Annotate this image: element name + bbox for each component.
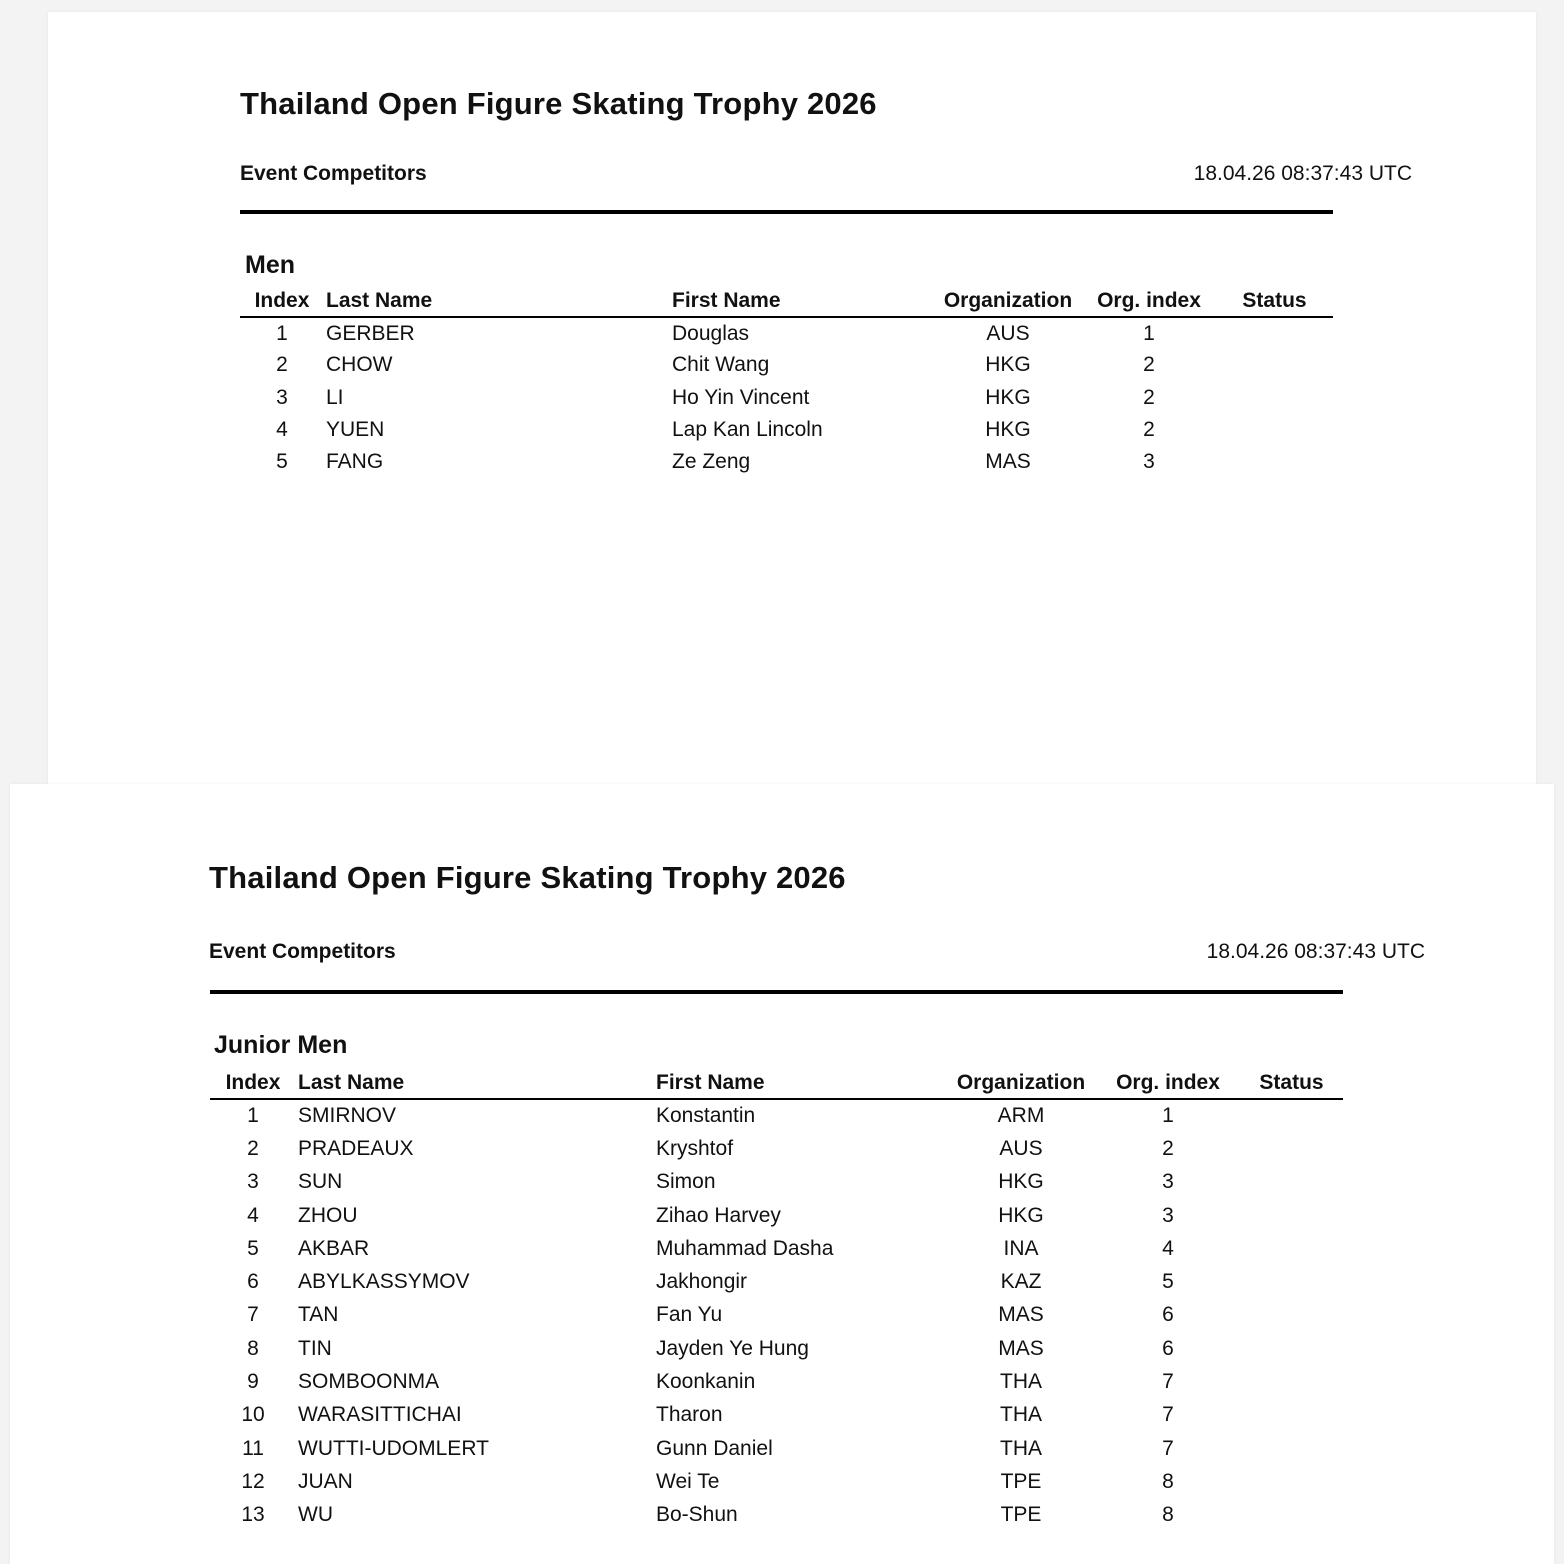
cell-first-name: Tharon xyxy=(656,1403,723,1427)
cell-org-index: 7 xyxy=(1162,1436,1174,1460)
page-title: Thailand Open Figure Skating Trophy 2026 xyxy=(240,86,877,121)
cell-last-name: WUTTI-UDOMLERT xyxy=(298,1436,489,1460)
page-title: Thailand Open Figure Skating Trophy 2026 xyxy=(209,860,846,895)
table-row xyxy=(210,1132,1343,1165)
cell-index: 4 xyxy=(247,1203,259,1227)
category-title: Men xyxy=(245,251,295,279)
cell-status xyxy=(1240,1265,1343,1298)
cell-status xyxy=(1240,1166,1343,1199)
column-header-first-name: First Name xyxy=(656,1068,946,1099)
cell-index: 13 xyxy=(241,1503,265,1527)
cell-organization: HKG xyxy=(985,353,1031,377)
table-row xyxy=(240,446,1333,478)
cell-org-index: 2 xyxy=(1143,385,1155,409)
cell-last-name: SMIRNOV xyxy=(298,1104,397,1128)
cell-first-name: Zihao Harvey xyxy=(656,1203,781,1227)
cell-org-index: 7 xyxy=(1162,1370,1174,1394)
category-title: Junior Men xyxy=(214,1031,348,1059)
cell-status xyxy=(1240,1399,1343,1432)
cell-last-name: TIN xyxy=(298,1336,332,1360)
column-header-organization: Organization xyxy=(934,286,1082,317)
cell-organization: MAS xyxy=(985,450,1031,474)
cell-last-name: GERBER xyxy=(326,321,415,345)
cell-index: 6 xyxy=(247,1270,259,1294)
cell-organization: ARM xyxy=(997,1104,1045,1128)
cell-organization: THA xyxy=(1000,1436,1042,1460)
cell-org-index: 6 xyxy=(1162,1336,1174,1360)
cell-last-name: AKBAR xyxy=(298,1236,370,1260)
cell-org-index: 8 xyxy=(1162,1503,1174,1527)
cell-org-index: 2 xyxy=(1143,353,1155,377)
cell-org-index: 8 xyxy=(1162,1469,1174,1493)
cell-last-name: TAN xyxy=(298,1303,339,1327)
cell-first-name: Chit Wang xyxy=(672,353,770,377)
table-row xyxy=(210,1232,1343,1265)
table-row xyxy=(240,414,1333,446)
cell-status xyxy=(1216,317,1333,349)
cell-status xyxy=(1240,1099,1343,1132)
competitors-table xyxy=(240,286,1333,478)
cell-index: 11 xyxy=(242,1436,264,1460)
cell-index: 2 xyxy=(276,353,288,377)
cell-last-name: SOMBOONMA xyxy=(298,1370,440,1394)
cell-first-name: Jakhongir xyxy=(656,1270,748,1294)
cell-organization: HKG xyxy=(998,1203,1044,1227)
cell-org-index: 7 xyxy=(1162,1403,1174,1427)
cell-index: 12 xyxy=(241,1469,265,1493)
cell-status xyxy=(1216,414,1333,446)
column-header-org-index: Org. index xyxy=(1082,286,1216,317)
table-header-row xyxy=(240,286,1333,317)
cell-first-name: Konstantin xyxy=(656,1104,756,1128)
cell-org-index: 4 xyxy=(1162,1236,1174,1260)
table-row xyxy=(210,1199,1343,1232)
cell-last-name: YUEN xyxy=(326,418,385,442)
cell-org-index: 3 xyxy=(1143,450,1155,474)
cell-org-index: 2 xyxy=(1162,1136,1174,1160)
cell-org-index: 5 xyxy=(1162,1270,1174,1294)
cell-status xyxy=(1240,1432,1343,1465)
table-row xyxy=(210,1399,1343,1432)
cell-organization: MAS xyxy=(998,1336,1044,1360)
cell-last-name: JUAN xyxy=(298,1469,353,1493)
cell-status xyxy=(1240,1232,1343,1265)
table-row xyxy=(240,382,1333,414)
table-row xyxy=(210,1465,1343,1498)
cell-last-name: SUN xyxy=(298,1170,343,1194)
cell-last-name: ZHOU xyxy=(298,1203,358,1227)
cell-first-name: Douglas xyxy=(672,321,750,345)
cell-status xyxy=(1216,446,1333,478)
cell-status xyxy=(1240,1299,1343,1332)
cell-organization: INA xyxy=(1003,1236,1039,1260)
cell-index: 10 xyxy=(241,1403,265,1427)
table-row xyxy=(210,1499,1343,1532)
column-header-status: Status xyxy=(1216,286,1333,317)
document-page-1 xyxy=(48,12,1536,784)
cell-organization: THA xyxy=(1000,1370,1042,1394)
cell-organization: HKG xyxy=(985,418,1031,442)
cell-organization: AUS xyxy=(986,321,1030,345)
cell-org-index: 2 xyxy=(1143,418,1155,442)
cell-first-name: Fan Yu xyxy=(656,1303,723,1327)
cell-status xyxy=(1240,1199,1343,1232)
cell-status xyxy=(1216,382,1333,414)
cell-first-name: Bo-Shun xyxy=(656,1503,738,1527)
column-header-last-name: Last Name xyxy=(324,286,672,317)
report-subtitle: Event Competitors xyxy=(209,940,396,963)
cell-index: 1 xyxy=(276,321,288,345)
table-row xyxy=(210,1099,1343,1132)
table-row xyxy=(210,1332,1343,1365)
header-divider xyxy=(210,990,1343,994)
table-header-row xyxy=(210,1068,1343,1099)
cell-first-name: Muhammad Dasha xyxy=(656,1236,834,1260)
cell-index: 4 xyxy=(276,418,288,442)
table-row xyxy=(210,1166,1343,1199)
cell-status xyxy=(1240,1132,1343,1165)
cell-last-name: PRADEAUX xyxy=(298,1136,414,1160)
cell-status xyxy=(1240,1365,1343,1398)
table-row xyxy=(210,1299,1343,1332)
cell-index: 2 xyxy=(247,1136,259,1160)
column-header-index: Index xyxy=(210,1068,296,1099)
cell-status xyxy=(1216,349,1333,381)
cell-org-index: 1 xyxy=(1143,321,1155,345)
cell-first-name: Jayden Ye Hung xyxy=(656,1336,809,1360)
cell-organization: KAZ xyxy=(1000,1270,1042,1294)
cell-last-name: ABYLKASSYMOV xyxy=(298,1270,470,1294)
cell-organization: AUS xyxy=(999,1136,1043,1160)
table-row xyxy=(210,1432,1343,1465)
document-page-2 xyxy=(10,784,1554,1564)
cell-organization: THA xyxy=(1000,1403,1042,1427)
cell-organization: TPE xyxy=(1000,1503,1042,1527)
cell-last-name: WARASITTICHAI xyxy=(298,1403,462,1427)
cell-last-name: WU xyxy=(298,1503,333,1527)
report-subtitle: Event Competitors xyxy=(240,162,427,185)
header-divider xyxy=(240,210,1333,214)
cell-index: 1 xyxy=(247,1104,259,1128)
cell-first-name: Ze Zeng xyxy=(672,450,751,474)
cell-status xyxy=(1240,1499,1343,1532)
cell-last-name: CHOW xyxy=(326,353,393,377)
cell-index: 3 xyxy=(247,1170,259,1194)
cell-index: 9 xyxy=(247,1370,259,1394)
table-row xyxy=(240,317,1333,349)
cell-index: 3 xyxy=(276,385,288,409)
table-row xyxy=(210,1365,1343,1398)
cell-status xyxy=(1240,1465,1343,1498)
table-row xyxy=(240,349,1333,381)
column-header-index: Index xyxy=(240,286,324,317)
report-timestamp: 18.04.26 08:37:43 UTC xyxy=(1193,162,1412,185)
cell-first-name: Gunn Daniel xyxy=(656,1436,773,1460)
cell-org-index: 3 xyxy=(1162,1170,1174,1194)
column-header-organization: Organization xyxy=(946,1068,1096,1099)
cell-org-index: 6 xyxy=(1162,1303,1174,1327)
cell-org-index: 1 xyxy=(1162,1104,1174,1128)
table-row xyxy=(210,1265,1343,1298)
cell-organization: HKG xyxy=(998,1170,1044,1194)
cell-first-name: Simon xyxy=(656,1170,716,1194)
cell-first-name: Ho Yin Vincent xyxy=(672,385,810,409)
cell-first-name: Wei Te xyxy=(656,1469,720,1493)
cell-index: 8 xyxy=(247,1336,259,1360)
report-timestamp: 18.04.26 08:37:43 UTC xyxy=(1206,940,1425,963)
cell-index: 5 xyxy=(276,450,288,474)
column-header-first-name: First Name xyxy=(672,286,934,317)
cell-organization: MAS xyxy=(998,1303,1044,1327)
cell-organization: HKG xyxy=(985,385,1031,409)
column-header-last-name: Last Name xyxy=(296,1068,656,1099)
column-header-status: Status xyxy=(1240,1068,1343,1099)
cell-org-index: 3 xyxy=(1162,1203,1174,1227)
cell-last-name: FANG xyxy=(326,450,384,474)
cell-index: 5 xyxy=(247,1236,259,1260)
cell-first-name: Lap Kan Lincoln xyxy=(672,418,823,442)
cell-last-name: LI xyxy=(326,385,344,409)
cell-organization: TPE xyxy=(1000,1469,1042,1493)
cell-status xyxy=(1240,1332,1343,1365)
column-header-org-index: Org. index xyxy=(1096,1068,1240,1099)
competitors-table xyxy=(210,1068,1343,1532)
cell-index: 7 xyxy=(247,1303,259,1327)
cell-first-name: Koonkanin xyxy=(656,1370,756,1394)
cell-first-name: Kryshtof xyxy=(656,1136,734,1160)
